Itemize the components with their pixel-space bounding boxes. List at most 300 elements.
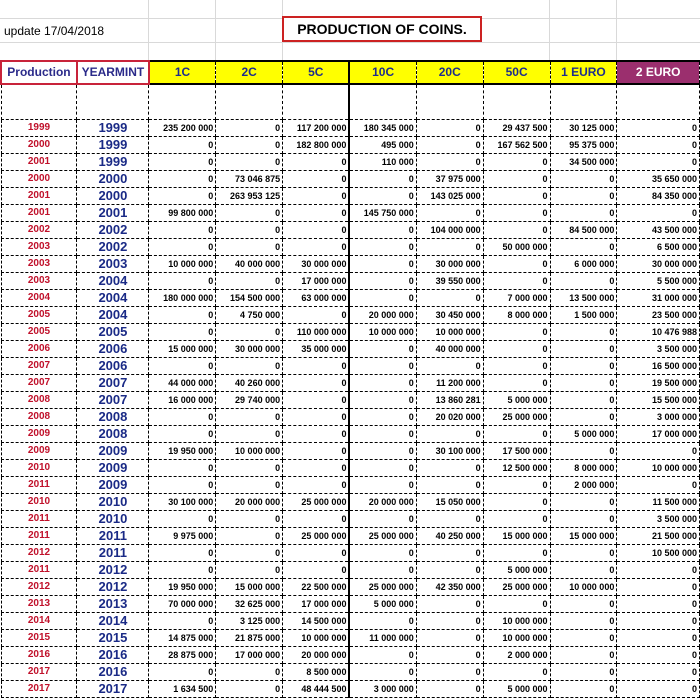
cell-20c[interactable]: 11 200 000 <box>416 375 483 392</box>
cell-20c[interactable]: 0 <box>416 613 483 630</box>
empty-cell[interactable] <box>149 84 216 120</box>
cell-yearmint[interactable]: 2014 <box>77 613 149 630</box>
cell-yearmint[interactable]: 2002 <box>77 239 149 256</box>
cell-10c[interactable]: 0 <box>349 171 416 188</box>
cell-5c[interactable]: 182 800 000 <box>283 137 350 154</box>
cell-1-euro[interactable]: 10 000 000 <box>550 579 617 596</box>
cell-20c[interactable]: 30 000 000 <box>416 256 483 273</box>
empty-cell[interactable] <box>416 84 483 120</box>
cell-10c[interactable]: 0 <box>349 290 416 307</box>
cell-5c[interactable]: 0 <box>283 375 350 392</box>
cell-2-euro[interactable]: 30 000 000 <box>617 256 700 273</box>
cell-20c[interactable]: 0 <box>416 664 483 681</box>
cell-50c[interactable]: 0 <box>483 545 550 562</box>
cell-2-euro[interactable]: 5 500 000 <box>617 273 700 290</box>
cell-2-euro[interactable]: 0 <box>617 477 700 494</box>
cell-2c[interactable]: 0 <box>216 681 283 698</box>
cell-1-euro[interactable]: 34 500 000 <box>550 154 617 171</box>
empty-cell[interactable] <box>617 84 700 120</box>
cell-1-euro[interactable]: 0 <box>550 392 617 409</box>
cell-2c[interactable]: 0 <box>216 120 283 137</box>
cell-2c[interactable]: 0 <box>216 222 283 239</box>
cell-1c[interactable]: 99 800 000 <box>149 205 216 222</box>
cell-production[interactable]: 2014 <box>1 613 77 630</box>
cell-production[interactable]: 2013 <box>1 596 77 613</box>
cell-10c[interactable]: 0 <box>349 358 416 375</box>
cell-50c[interactable]: 167 562 500 <box>483 137 550 154</box>
cell-2-euro[interactable]: 16 500 000 <box>617 358 700 375</box>
cell-2-euro[interactable]: 15 500 000 <box>617 392 700 409</box>
cell-1-euro[interactable]: 0 <box>550 681 617 698</box>
cell-2c[interactable]: 0 <box>216 460 283 477</box>
cell-2c[interactable]: 0 <box>216 477 283 494</box>
cell-20c[interactable]: 0 <box>416 154 483 171</box>
cell-10c[interactable]: 0 <box>349 562 416 579</box>
cell-1-euro[interactable]: 15 000 000 <box>550 528 617 545</box>
cell-50c[interactable]: 12 500 000 <box>483 460 550 477</box>
cell-1c[interactable]: 0 <box>149 477 216 494</box>
cell-5c[interactable]: 0 <box>283 222 350 239</box>
cell-1-euro[interactable]: 0 <box>550 358 617 375</box>
cell-10c[interactable]: 3 000 000 <box>349 681 416 698</box>
cell-10c[interactable]: 0 <box>349 426 416 443</box>
cell-50c[interactable]: 2 000 000 <box>483 647 550 664</box>
cell-1-euro[interactable]: 0 <box>550 171 617 188</box>
cell-yearmint[interactable]: 2013 <box>77 596 149 613</box>
cell-5c[interactable]: 30 000 000 <box>283 256 350 273</box>
cell-1c[interactable]: 0 <box>149 358 216 375</box>
cell-5c[interactable]: 110 000 000 <box>283 324 350 341</box>
cell-20c[interactable]: 30 450 000 <box>416 307 483 324</box>
cell-50c[interactable]: 10 000 000 <box>483 630 550 647</box>
cell-1c[interactable]: 0 <box>149 273 216 290</box>
cell-2-euro[interactable]: 0 <box>617 647 700 664</box>
cell-20c[interactable]: 0 <box>416 426 483 443</box>
cell-5c[interactable]: 0 <box>283 460 350 477</box>
cell-2-euro[interactable]: 21 500 000 <box>617 528 700 545</box>
cell-10c[interactable]: 0 <box>349 664 416 681</box>
cell-1-euro[interactable]: 0 <box>550 511 617 528</box>
cell-5c[interactable]: 22 500 000 <box>283 579 350 596</box>
cell-2-euro[interactable]: 17 000 000 <box>617 426 700 443</box>
cell-2-euro[interactable]: 23 500 000 <box>617 307 700 324</box>
cell-2c[interactable]: 40 260 000 <box>216 375 283 392</box>
cell-10c[interactable]: 0 <box>349 409 416 426</box>
cell-2-euro[interactable]: 0 <box>617 137 700 154</box>
cell-5c[interactable]: 48 444 500 <box>283 681 350 698</box>
cell-yearmint[interactable]: 2017 <box>77 681 149 698</box>
cell-10c[interactable]: 180 345 000 <box>349 120 416 137</box>
cell-20c[interactable]: 0 <box>416 647 483 664</box>
cell-1c[interactable]: 16 000 000 <box>149 392 216 409</box>
cell-5c[interactable]: 0 <box>283 307 350 324</box>
cell-production[interactable]: 2017 <box>1 664 77 681</box>
cell-50c[interactable]: 0 <box>483 664 550 681</box>
cell-2c[interactable]: 21 875 000 <box>216 630 283 647</box>
cell-5c[interactable]: 17 000 000 <box>283 596 350 613</box>
cell-50c[interactable]: 5 000 000 <box>483 562 550 579</box>
cell-2c[interactable]: 0 <box>216 511 283 528</box>
cell-5c[interactable]: 0 <box>283 171 350 188</box>
cell-yearmint[interactable]: 2011 <box>77 545 149 562</box>
cell-1c[interactable]: 0 <box>149 426 216 443</box>
cell-50c[interactable]: 0 <box>483 171 550 188</box>
cell-2c[interactable]: 29 740 000 <box>216 392 283 409</box>
cell-10c[interactable]: 495 000 <box>349 137 416 154</box>
cell-2c[interactable]: 0 <box>216 545 283 562</box>
cell-yearmint[interactable]: 1999 <box>77 154 149 171</box>
cell-1-euro[interactable]: 0 <box>550 562 617 579</box>
cell-2c[interactable]: 154 500 000 <box>216 290 283 307</box>
cell-5c[interactable]: 63 000 000 <box>283 290 350 307</box>
cell-50c[interactable]: 5 000 000 <box>483 681 550 698</box>
cell-2-euro[interactable]: 0 <box>617 596 700 613</box>
cell-2-euro[interactable]: 3 000 000 <box>617 409 700 426</box>
cell-yearmint[interactable]: 2015 <box>77 630 149 647</box>
cell-2-euro[interactable]: 84 350 000 <box>617 188 700 205</box>
cell-10c[interactable]: 20 000 000 <box>349 494 416 511</box>
cell-2c[interactable]: 0 <box>216 562 283 579</box>
cell-10c[interactable]: 0 <box>349 273 416 290</box>
cell-yearmint[interactable]: 2012 <box>77 579 149 596</box>
cell-production[interactable]: 2011 <box>1 528 77 545</box>
cell-production[interactable]: 2012 <box>1 579 77 596</box>
cell-20c[interactable]: 0 <box>416 205 483 222</box>
cell-2c[interactable]: 0 <box>216 664 283 681</box>
cell-production[interactable]: 2001 <box>1 154 77 171</box>
cell-1c[interactable]: 0 <box>149 324 216 341</box>
cell-20c[interactable]: 0 <box>416 545 483 562</box>
cell-1-euro[interactable]: 6 000 000 <box>550 256 617 273</box>
cell-20c[interactable]: 0 <box>416 137 483 154</box>
cell-yearmint[interactable]: 2010 <box>77 511 149 528</box>
cell-yearmint[interactable]: 2006 <box>77 358 149 375</box>
cell-50c[interactable]: 10 000 000 <box>483 613 550 630</box>
cell-20c[interactable]: 0 <box>416 358 483 375</box>
cell-1-euro[interactable]: 0 <box>550 596 617 613</box>
cell-1-euro[interactable]: 0 <box>550 630 617 647</box>
cell-10c[interactable]: 0 <box>349 613 416 630</box>
cell-5c[interactable]: 0 <box>283 477 350 494</box>
cell-5c[interactable]: 0 <box>283 545 350 562</box>
cell-1c[interactable]: 70 000 000 <box>149 596 216 613</box>
cell-1-euro[interactable]: 30 125 000 <box>550 120 617 137</box>
cell-50c[interactable]: 0 <box>483 324 550 341</box>
cell-1c[interactable]: 0 <box>149 409 216 426</box>
column-header-1c[interactable]: 1C <box>149 61 216 84</box>
cell-yearmint[interactable]: 2001 <box>77 205 149 222</box>
cell-2-euro[interactable]: 0 <box>617 664 700 681</box>
cell-2c[interactable]: 0 <box>216 528 283 545</box>
cell-yearmint[interactable]: 2004 <box>77 307 149 324</box>
cell-10c[interactable]: 0 <box>349 188 416 205</box>
cell-2-euro[interactable]: 10 476 988 <box>617 324 700 341</box>
cell-1-euro[interactable]: 95 375 000 <box>550 137 617 154</box>
empty-cell[interactable] <box>1 84 77 120</box>
empty-cell[interactable] <box>483 84 550 120</box>
cell-5c[interactable]: 0 <box>283 409 350 426</box>
cell-yearmint[interactable]: 2002 <box>77 222 149 239</box>
column-header-yearmint[interactable]: YEARMINT <box>77 61 149 84</box>
cell-yearmint[interactable]: 2000 <box>77 188 149 205</box>
cell-1-euro[interactable]: 0 <box>550 324 617 341</box>
cell-production[interactable]: 2008 <box>1 409 77 426</box>
cell-2-euro[interactable]: 0 <box>617 120 700 137</box>
cell-50c[interactable]: 7 000 000 <box>483 290 550 307</box>
column-header-2c[interactable]: 2C <box>216 61 283 84</box>
cell-20c[interactable]: 40 250 000 <box>416 528 483 545</box>
column-header-1-euro[interactable]: 1 EURO <box>550 61 617 84</box>
column-header-20c[interactable]: 20C <box>416 61 483 84</box>
cell-2-euro[interactable]: 0 <box>617 562 700 579</box>
cell-production[interactable]: 2002 <box>1 222 77 239</box>
cell-20c[interactable]: 37 975 000 <box>416 171 483 188</box>
cell-2-euro[interactable]: 19 500 000 <box>617 375 700 392</box>
cell-1-euro[interactable]: 84 500 000 <box>550 222 617 239</box>
cell-2c[interactable]: 0 <box>216 358 283 375</box>
cell-10c[interactable]: 0 <box>349 222 416 239</box>
cell-2c[interactable]: 0 <box>216 324 283 341</box>
cell-2-euro[interactable]: 35 650 000 <box>617 171 700 188</box>
empty-cell[interactable] <box>77 84 149 120</box>
cell-20c[interactable]: 0 <box>416 239 483 256</box>
column-header-production[interactable]: Production <box>1 61 77 84</box>
cell-1c[interactable]: 0 <box>149 239 216 256</box>
cell-2-euro[interactable]: 11 500 000 <box>617 494 700 511</box>
cell-1-euro[interactable]: 8 000 000 <box>550 460 617 477</box>
cell-50c[interactable]: 0 <box>483 511 550 528</box>
cell-production[interactable]: 2003 <box>1 273 77 290</box>
cell-50c[interactable]: 0 <box>483 154 550 171</box>
cell-1c[interactable]: 0 <box>149 188 216 205</box>
cell-production[interactable]: 2003 <box>1 256 77 273</box>
cell-2c[interactable]: 0 <box>216 137 283 154</box>
cell-yearmint[interactable]: 2009 <box>77 443 149 460</box>
cell-5c[interactable]: 20 000 000 <box>283 647 350 664</box>
column-header-50c[interactable]: 50C <box>483 61 550 84</box>
cell-2-euro[interactable]: 10 000 000 <box>617 460 700 477</box>
cell-production[interactable]: 2009 <box>1 426 77 443</box>
sheet-title[interactable]: PRODUCTION OF COINS. <box>282 16 482 42</box>
cell-20c[interactable]: 42 350 000 <box>416 579 483 596</box>
cell-1c[interactable]: 0 <box>149 511 216 528</box>
cell-1c[interactable]: 0 <box>149 562 216 579</box>
cell-1c[interactable]: 0 <box>149 137 216 154</box>
cell-production[interactable]: 2005 <box>1 324 77 341</box>
cell-20c[interactable]: 0 <box>416 290 483 307</box>
cell-production[interactable]: 2008 <box>1 392 77 409</box>
cell-1c[interactable]: 0 <box>149 307 216 324</box>
cell-1c[interactable]: 0 <box>149 171 216 188</box>
column-header-5c[interactable]: 5C <box>283 61 350 84</box>
cell-yearmint[interactable]: 2004 <box>77 273 149 290</box>
cell-production[interactable]: 2000 <box>1 171 77 188</box>
cell-50c[interactable]: 25 000 000 <box>483 409 550 426</box>
cell-production[interactable]: 2011 <box>1 562 77 579</box>
cell-50c[interactable]: 0 <box>483 205 550 222</box>
cell-20c[interactable]: 0 <box>416 596 483 613</box>
cell-10c[interactable]: 0 <box>349 256 416 273</box>
cell-50c[interactable]: 0 <box>483 477 550 494</box>
cell-production[interactable]: 2011 <box>1 477 77 494</box>
cell-1-euro[interactable]: 0 <box>550 188 617 205</box>
cell-50c[interactable]: 0 <box>483 222 550 239</box>
cell-2-euro[interactable]: 10 500 000 <box>617 545 700 562</box>
cell-50c[interactable]: 0 <box>483 494 550 511</box>
cell-50c[interactable]: 0 <box>483 375 550 392</box>
cell-yearmint[interactable]: 2003 <box>77 256 149 273</box>
cell-2-euro[interactable]: 0 <box>617 613 700 630</box>
cell-5c[interactable]: 0 <box>283 392 350 409</box>
cell-2c[interactable]: 4 750 000 <box>216 307 283 324</box>
cell-2-euro[interactable]: 3 500 000 <box>617 511 700 528</box>
cell-2c[interactable]: 263 953 125 <box>216 188 283 205</box>
cell-production[interactable]: 2000 <box>1 137 77 154</box>
cell-10c[interactable]: 0 <box>349 341 416 358</box>
cell-1c[interactable]: 180 000 000 <box>149 290 216 307</box>
cell-2c[interactable]: 0 <box>216 273 283 290</box>
cell-10c[interactable]: 0 <box>349 375 416 392</box>
cell-1-euro[interactable]: 0 <box>550 273 617 290</box>
cell-10c[interactable]: 145 750 000 <box>349 205 416 222</box>
cell-10c[interactable]: 25 000 000 <box>349 579 416 596</box>
cell-5c[interactable]: 117 200 000 <box>283 120 350 137</box>
cell-1-euro[interactable]: 13 500 000 <box>550 290 617 307</box>
cell-5c[interactable]: 0 <box>283 443 350 460</box>
cell-1-euro[interactable]: 0 <box>550 443 617 460</box>
cell-2-euro[interactable]: 0 <box>617 579 700 596</box>
cell-20c[interactable]: 20 020 000 <box>416 409 483 426</box>
cell-yearmint[interactable]: 2011 <box>77 528 149 545</box>
cell-yearmint[interactable]: 2008 <box>77 409 149 426</box>
cell-1c[interactable]: 0 <box>149 460 216 477</box>
empty-cell[interactable] <box>349 84 416 120</box>
cell-1-euro[interactable]: 0 <box>550 545 617 562</box>
cell-50c[interactable]: 29 437 500 <box>483 120 550 137</box>
cell-5c[interactable]: 0 <box>283 511 350 528</box>
cell-20c[interactable]: 0 <box>416 477 483 494</box>
cell-2-euro[interactable]: 3 500 000 <box>617 341 700 358</box>
cell-10c[interactable]: 0 <box>349 511 416 528</box>
cell-2c[interactable]: 40 000 000 <box>216 256 283 273</box>
cell-1c[interactable]: 0 <box>149 613 216 630</box>
cell-1-euro[interactable]: 2 000 000 <box>550 477 617 494</box>
cell-1c[interactable]: 19 950 000 <box>149 579 216 596</box>
cell-production[interactable]: 2009 <box>1 443 77 460</box>
cell-2-euro[interactable]: 0 <box>617 443 700 460</box>
cell-production[interactable]: 1999 <box>1 120 77 137</box>
cell-50c[interactable]: 25 000 000 <box>483 579 550 596</box>
cell-yearmint[interactable]: 2016 <box>77 664 149 681</box>
cell-20c[interactable]: 13 860 281 <box>416 392 483 409</box>
cell-10c[interactable]: 110 000 <box>349 154 416 171</box>
cell-2c[interactable]: 10 000 000 <box>216 443 283 460</box>
cell-production[interactable]: 2001 <box>1 205 77 222</box>
column-header-2-euro[interactable]: 2 EURO <box>617 61 700 84</box>
cell-production[interactable]: 2003 <box>1 239 77 256</box>
cell-production[interactable]: 2016 <box>1 647 77 664</box>
cell-yearmint[interactable]: 2007 <box>77 392 149 409</box>
cell-50c[interactable]: 0 <box>483 426 550 443</box>
cell-1-euro[interactable]: 0 <box>550 494 617 511</box>
cell-10c[interactable]: 20 000 000 <box>349 307 416 324</box>
cell-5c[interactable]: 25 000 000 <box>283 494 350 511</box>
cell-1-euro[interactable]: 0 <box>550 664 617 681</box>
cell-50c[interactable]: 5 000 000 <box>483 392 550 409</box>
cell-production[interactable]: 2007 <box>1 375 77 392</box>
cell-10c[interactable]: 0 <box>349 545 416 562</box>
cell-1c[interactable]: 0 <box>149 545 216 562</box>
cell-50c[interactable]: 0 <box>483 256 550 273</box>
cell-50c[interactable]: 50 000 000 <box>483 239 550 256</box>
cell-1-euro[interactable]: 1 500 000 <box>550 307 617 324</box>
cell-production[interactable]: 2006 <box>1 341 77 358</box>
cell-10c[interactable]: 0 <box>349 392 416 409</box>
cell-2c[interactable]: 17 000 000 <box>216 647 283 664</box>
cell-50c[interactable]: 8 000 000 <box>483 307 550 324</box>
cell-5c[interactable]: 0 <box>283 358 350 375</box>
cell-1c[interactable]: 235 200 000 <box>149 120 216 137</box>
cell-yearmint[interactable]: 2010 <box>77 494 149 511</box>
cell-5c[interactable]: 0 <box>283 154 350 171</box>
cell-2-euro[interactable]: 0 <box>617 681 700 698</box>
cell-1c[interactable]: 44 000 000 <box>149 375 216 392</box>
cell-5c[interactable]: 35 000 000 <box>283 341 350 358</box>
cell-5c[interactable]: 0 <box>283 426 350 443</box>
cell-production[interactable]: 2015 <box>1 630 77 647</box>
cell-2c[interactable]: 30 000 000 <box>216 341 283 358</box>
cell-20c[interactable]: 39 550 000 <box>416 273 483 290</box>
cell-2-euro[interactable]: 0 <box>617 154 700 171</box>
cell-yearmint[interactable]: 2016 <box>77 647 149 664</box>
cell-yearmint[interactable]: 2007 <box>77 375 149 392</box>
cell-1c[interactable]: 0 <box>149 154 216 171</box>
cell-1-euro[interactable]: 0 <box>550 341 617 358</box>
cell-2-euro[interactable]: 43 500 000 <box>617 222 700 239</box>
cell-20c[interactable]: 0 <box>416 511 483 528</box>
cell-20c[interactable]: 0 <box>416 681 483 698</box>
cell-10c[interactable]: 5 000 000 <box>349 596 416 613</box>
cell-1-euro[interactable]: 0 <box>550 375 617 392</box>
cell-20c[interactable]: 10 000 000 <box>416 324 483 341</box>
cell-20c[interactable]: 0 <box>416 630 483 647</box>
cell-1-euro[interactable]: 5 000 000 <box>550 426 617 443</box>
cell-2c[interactable]: 0 <box>216 154 283 171</box>
cell-1c[interactable]: 30 100 000 <box>149 494 216 511</box>
cell-2c[interactable]: 32 625 000 <box>216 596 283 613</box>
cell-production[interactable]: 2005 <box>1 307 77 324</box>
cell-20c[interactable]: 0 <box>416 460 483 477</box>
cell-5c[interactable]: 14 500 000 <box>283 613 350 630</box>
cell-5c[interactable]: 8 500 000 <box>283 664 350 681</box>
cell-50c[interactable]: 0 <box>483 596 550 613</box>
cell-1c[interactable]: 15 000 000 <box>149 341 216 358</box>
cell-50c[interactable]: 17 500 000 <box>483 443 550 460</box>
cell-1c[interactable]: 19 950 000 <box>149 443 216 460</box>
cell-2c[interactable]: 0 <box>216 205 283 222</box>
cell-20c[interactable]: 30 100 000 <box>416 443 483 460</box>
cell-1-euro[interactable]: 0 <box>550 613 617 630</box>
cell-yearmint[interactable]: 2005 <box>77 324 149 341</box>
cell-production[interactable]: 2010 <box>1 460 77 477</box>
column-header-10c[interactable]: 10C <box>349 61 416 84</box>
cell-1-euro[interactable]: 0 <box>550 409 617 426</box>
cell-20c[interactable]: 143 025 000 <box>416 188 483 205</box>
cell-5c[interactable]: 0 <box>283 239 350 256</box>
cell-5c[interactable]: 10 000 000 <box>283 630 350 647</box>
cell-50c[interactable]: 0 <box>483 358 550 375</box>
cell-yearmint[interactable]: 2009 <box>77 460 149 477</box>
